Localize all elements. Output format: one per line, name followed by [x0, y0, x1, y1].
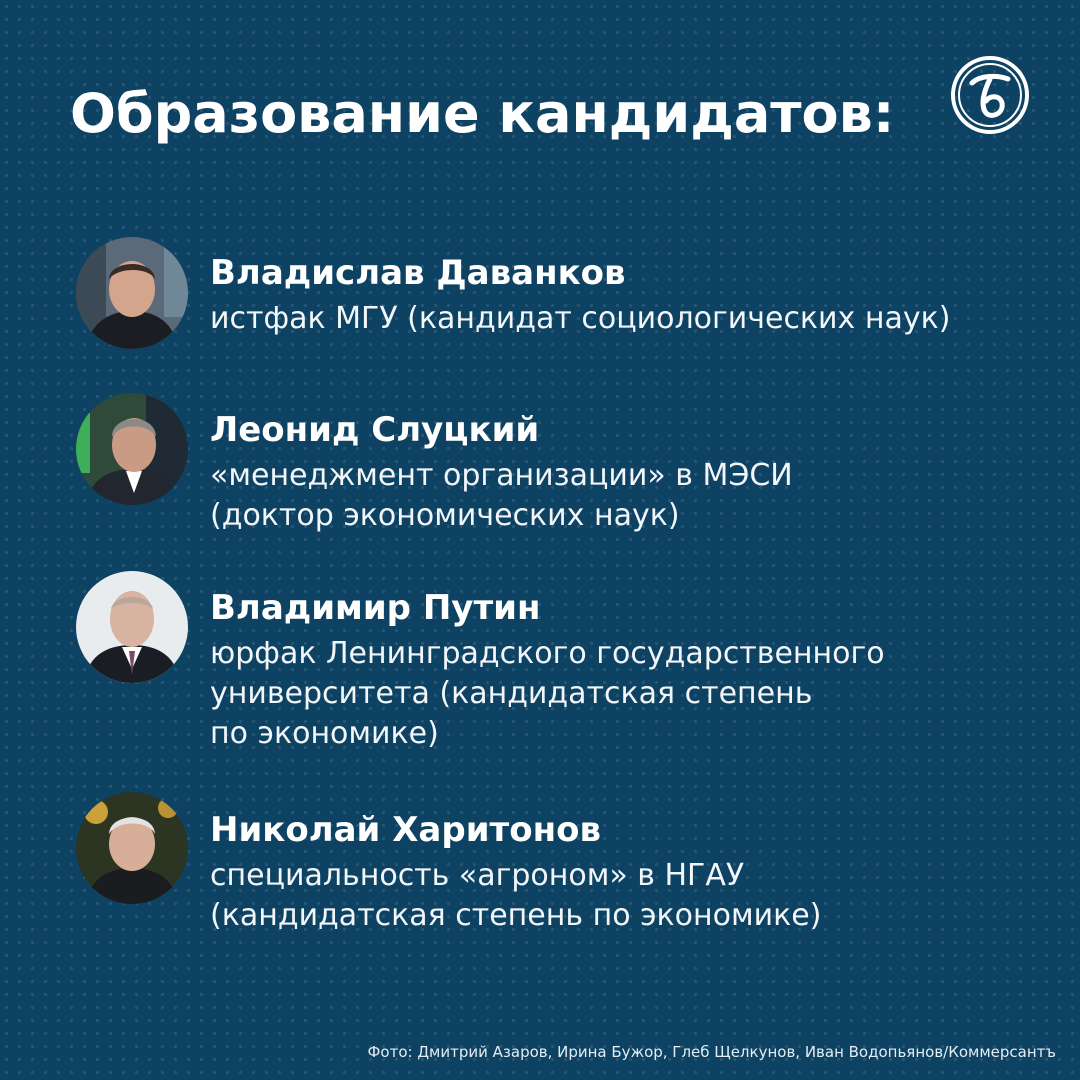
kommersant-logo-icon — [950, 55, 1030, 135]
candidate-education: истфак МГУ (кандидат социологических наук) — [210, 301, 951, 336]
photo-credit: Фото: Дмитрий Азаров, Ирина Бужор, Глеб Щелкунов, Иван Водопьянов/Коммерсантъ — [367, 1043, 1056, 1061]
candidate-name: Николай Харитонов — [210, 810, 601, 850]
candidate-name: Владислав Даванков — [210, 253, 626, 293]
candidate-photo — [76, 792, 188, 904]
candidate-education: «менеджмент организации» в МЭСИ (доктор экономических наук) — [210, 458, 793, 533]
candidate-name: Леонид Слуцкий — [210, 410, 540, 450]
candidate-photo — [76, 571, 188, 683]
candidate-education: специальность «агроном» в НГАУ (кандидатская степень по экономике) — [210, 858, 822, 933]
candidate-education: юрфак Ленинградского государственного университета (кандидатская степень по экономике) — [210, 636, 885, 751]
candidate-name: Владимир Путин — [210, 588, 541, 628]
candidate-photo — [76, 393, 188, 505]
candidate-photo — [76, 237, 188, 349]
page-title: Образование кандидатов: — [70, 82, 895, 145]
